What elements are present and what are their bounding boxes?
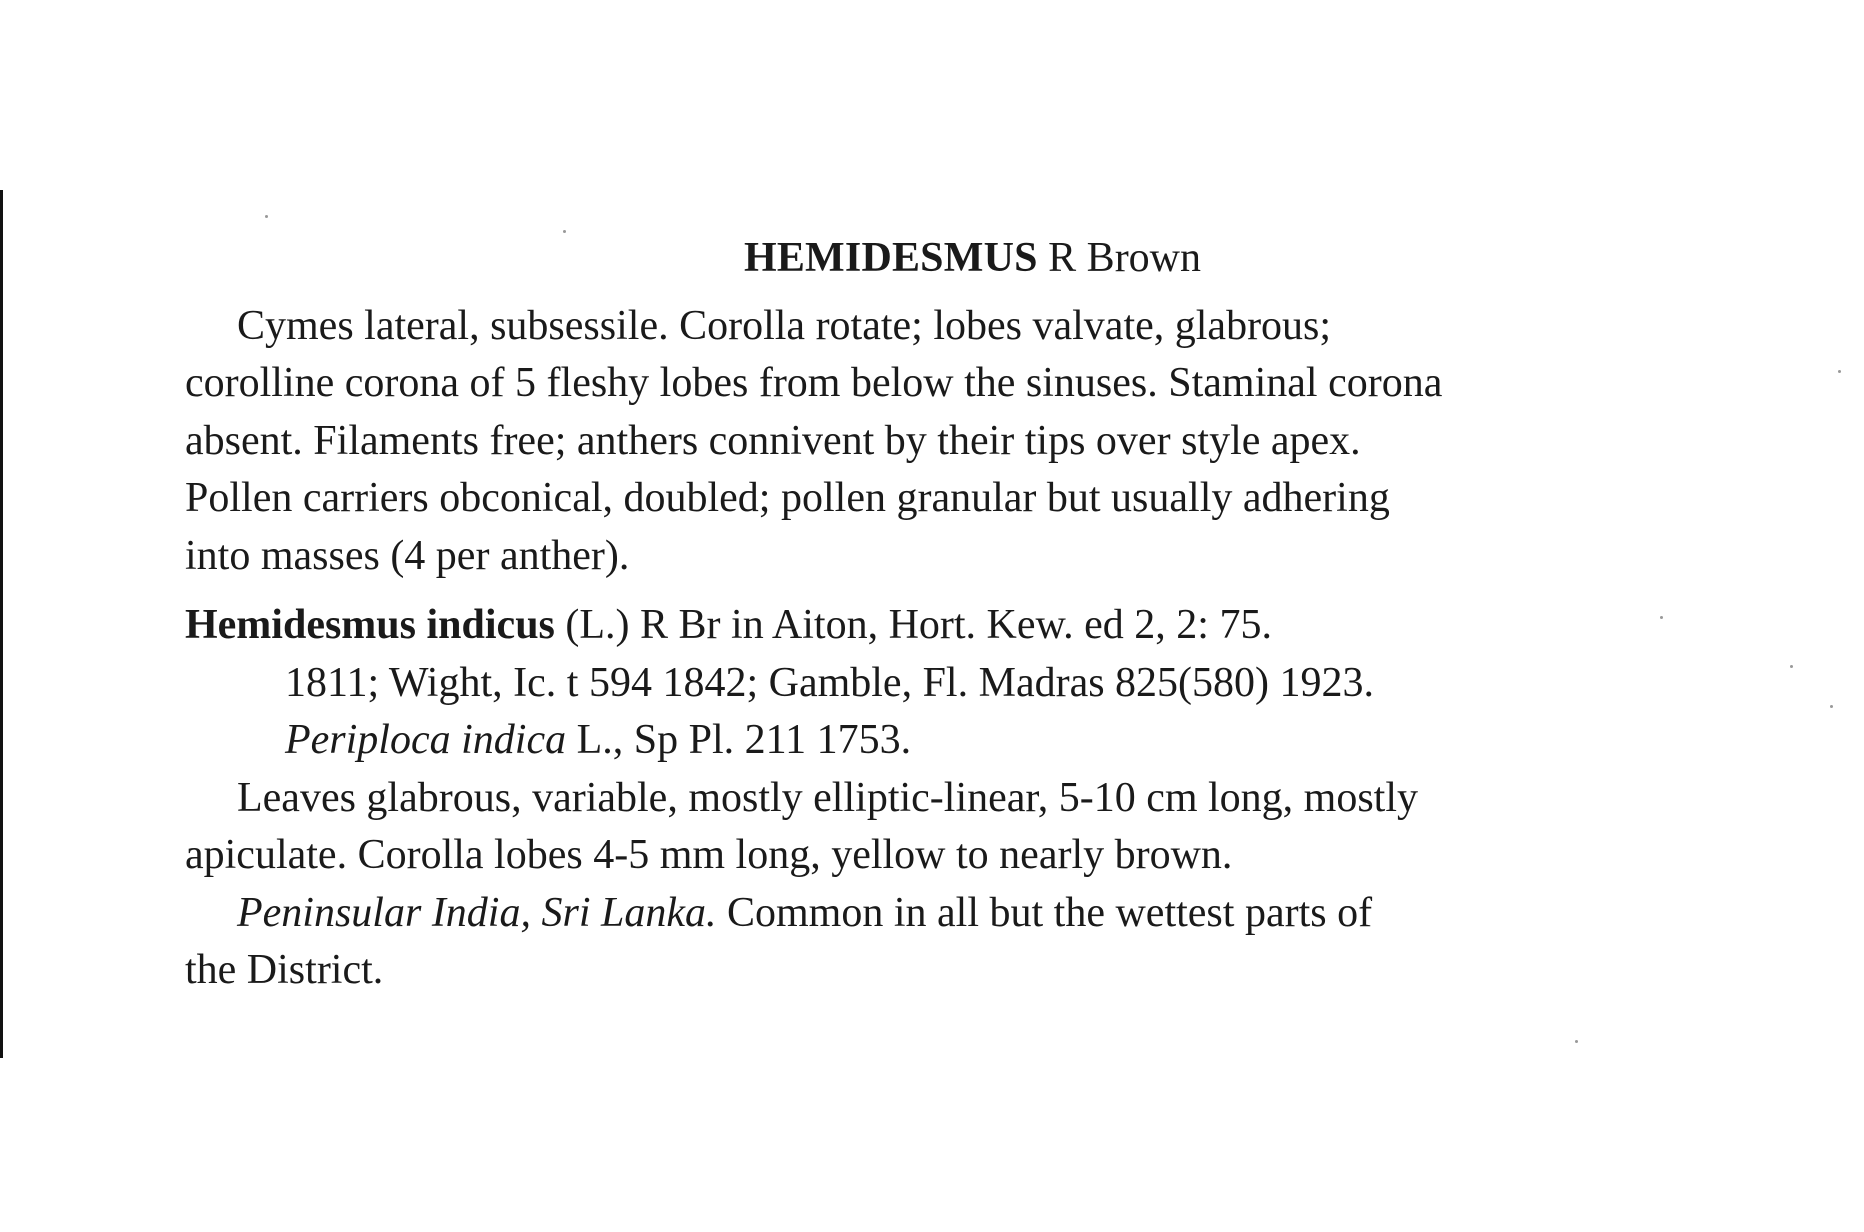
synonym-name: Periploca indica	[285, 717, 567, 763]
genus-description-line: Cymes lateral, subsessile. Corolla rotate; lobes valvate, glabrous;	[237, 302, 1332, 349]
species-description-line: apiculate. Corolla lobes 4-5 mm long, yellow to nearly brown.	[185, 832, 1233, 878]
genus-description-line: Pollen carriers obconical, doubled; pollen granular but usually adhering	[185, 475, 1390, 521]
species-description-line: Leaves glabrous, variable, mostly elliptic-linear, 5-10 cm long, mostly	[237, 774, 1419, 821]
distribution-continued: the District.	[185, 947, 384, 993]
distribution-region: Peninsular India, Sri Lanka.	[237, 889, 717, 936]
scan-speck	[265, 215, 268, 218]
species-citation-continued: 1811; Wight, Ic. t 594 1842; Gamble, Fl. Madras 825(580) 1923.	[285, 659, 1375, 706]
species-citation: (L.) R Br in Aiton, Hort. Kew. ed 2, 2: 75.	[565, 602, 1272, 648]
species-name: Hemidesmus indicus	[185, 602, 555, 648]
scan-speck	[1838, 370, 1841, 373]
document-page	[185, 230, 1690, 1000]
species-citation-line	[185, 597, 1690, 655]
distribution-line	[185, 885, 1690, 943]
genus-description	[185, 298, 1690, 586]
synonym-line	[185, 712, 1690, 770]
genus-description-line: into masses (4 per anther).	[185, 532, 630, 579]
scan-speck	[1830, 705, 1833, 708]
scan-speck	[1790, 665, 1793, 668]
genus-description-line: corolline corona of 5 fleshy lobes from below the sinuses. Staminal corona	[185, 360, 1443, 406]
genus-description-line: absent. Filaments free; anthers connivent by their tips over style apex.	[185, 417, 1361, 464]
synonym-citation: L., Sp Pl. 211 1753.	[576, 717, 912, 763]
scan-speck	[1575, 1040, 1578, 1043]
genus-name: HEMIDESMUS	[743, 235, 1038, 281]
distribution-text: Common in all but the wettest parts of	[727, 889, 1373, 936]
genus-heading	[185, 230, 1690, 288]
scan-edge-line	[0, 190, 3, 1058]
genus-author: R Brown	[1048, 235, 1202, 281]
species-entry	[185, 597, 1690, 1000]
